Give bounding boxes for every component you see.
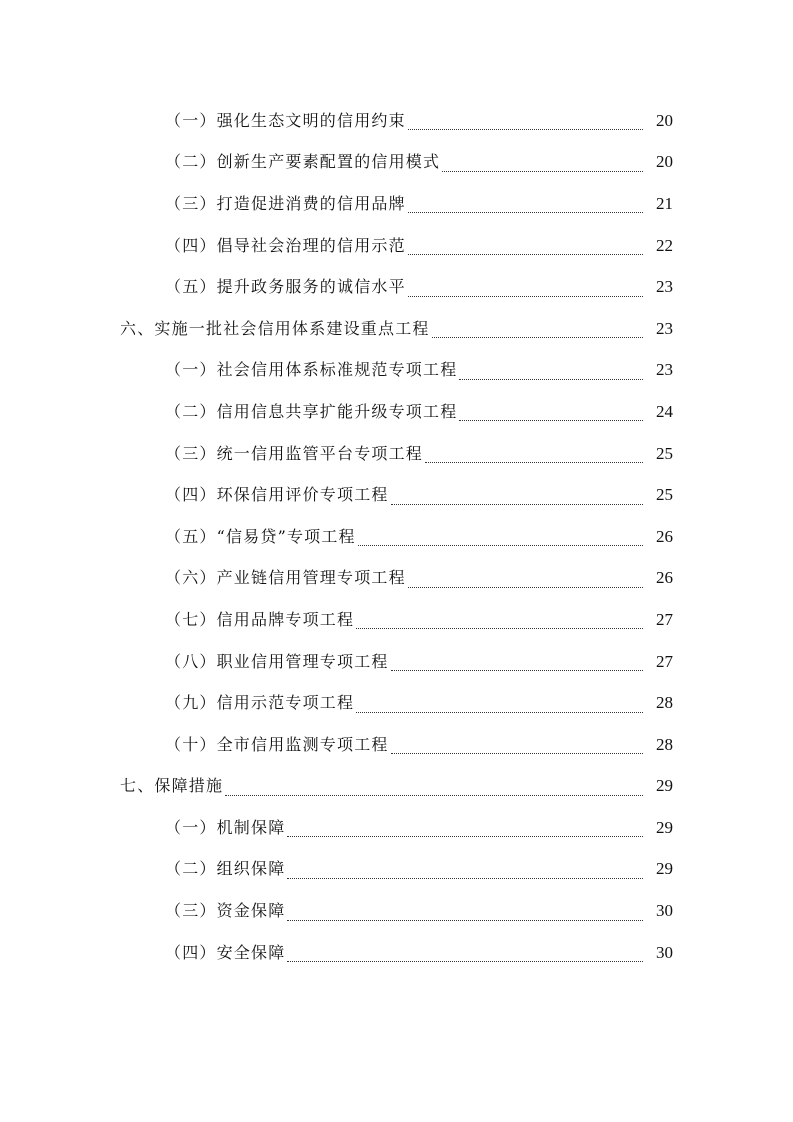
toc-entry-title: （七）信用品牌专项工程 bbox=[165, 609, 355, 629]
toc-entry[interactable] bbox=[0, 350, 793, 392]
toc-entry-title: （三）打造促进消费的信用品牌 bbox=[165, 193, 406, 213]
toc-entry-page: 30 bbox=[656, 942, 673, 962]
dot-leader bbox=[358, 531, 643, 546]
toc-entry[interactable] bbox=[0, 599, 793, 641]
toc-entry-title: （一）强化生态文明的信用约束 bbox=[165, 110, 406, 130]
dot-leader bbox=[287, 864, 643, 879]
dot-leader bbox=[408, 573, 643, 588]
toc-entry[interactable] bbox=[0, 225, 793, 267]
toc-section-title: 七、保障措施 bbox=[120, 776, 224, 796]
toc-entry-page: 29 bbox=[656, 817, 673, 837]
dot-leader bbox=[408, 240, 643, 255]
toc-entry[interactable] bbox=[0, 474, 793, 516]
dot-leader bbox=[459, 406, 643, 421]
dot-leader bbox=[442, 157, 643, 172]
toc-entry-title: （四）倡导社会治理的信用示范 bbox=[165, 235, 406, 255]
toc-entry-title: （一）机制保障 bbox=[165, 817, 286, 837]
toc-entry-page: 23 bbox=[656, 360, 673, 380]
dot-leader bbox=[408, 282, 643, 297]
toc-entry[interactable] bbox=[0, 391, 793, 433]
toc-entry-page: 30 bbox=[656, 901, 673, 921]
toc-entry-page: 28 bbox=[656, 734, 673, 754]
toc-entry-page: 25 bbox=[656, 485, 673, 505]
toc-entry[interactable] bbox=[0, 932, 793, 974]
dot-leader bbox=[287, 947, 643, 962]
toc-entry[interactable] bbox=[0, 100, 793, 142]
toc-entry-page: 29 bbox=[656, 859, 673, 879]
toc-entry-page: 25 bbox=[656, 443, 673, 463]
toc-entry[interactable] bbox=[0, 724, 793, 766]
toc-entry-title: （八）职业信用管理专项工程 bbox=[165, 651, 389, 671]
toc-entry-page: 22 bbox=[656, 235, 673, 255]
dot-leader bbox=[432, 323, 643, 338]
toc-entry[interactable] bbox=[0, 641, 793, 683]
toc-entry-title: （十）全市信用监测专项工程 bbox=[165, 734, 389, 754]
toc-entry-page: 28 bbox=[656, 693, 673, 713]
toc-entry-title: （九）信用示范专项工程 bbox=[165, 693, 355, 713]
toc-entry[interactable] bbox=[0, 433, 793, 475]
toc-entry-page: 20 bbox=[656, 152, 673, 172]
toc-entry[interactable] bbox=[0, 890, 793, 932]
dot-leader bbox=[408, 115, 643, 130]
toc-entry-page: 27 bbox=[656, 609, 673, 629]
toc-entry[interactable] bbox=[0, 516, 793, 558]
toc-entry-title: （三）统一信用监管平台专项工程 bbox=[165, 443, 424, 463]
dot-leader bbox=[287, 906, 643, 921]
dot-leader bbox=[356, 614, 643, 629]
toc-entry[interactable] bbox=[0, 807, 793, 849]
toc-entry-page: 23 bbox=[656, 277, 673, 297]
table-of-contents bbox=[0, 100, 793, 973]
dot-leader bbox=[459, 365, 643, 380]
toc-entry-title: （六）产业链信用管理专项工程 bbox=[165, 568, 406, 588]
dot-leader bbox=[425, 448, 643, 463]
dot-leader bbox=[391, 739, 643, 754]
toc-section-heading[interactable] bbox=[0, 766, 793, 808]
toc-entry[interactable] bbox=[0, 266, 793, 308]
toc-entry-title: （三）资金保障 bbox=[165, 901, 286, 921]
toc-section-heading[interactable] bbox=[0, 308, 793, 350]
toc-entry-title: （一）社会信用体系标准规范专项工程 bbox=[165, 360, 458, 380]
dot-leader bbox=[356, 698, 643, 713]
dot-leader bbox=[225, 781, 643, 796]
dot-leader bbox=[287, 822, 643, 837]
toc-entry-title: （二）组织保障 bbox=[165, 859, 286, 879]
toc-entry-title: （五）提升政务服务的诚信水平 bbox=[165, 277, 406, 297]
toc-entry[interactable] bbox=[0, 682, 793, 724]
toc-entry-title: （二）创新生产要素配置的信用模式 bbox=[165, 152, 441, 172]
toc-entry[interactable] bbox=[0, 142, 793, 184]
toc-section-title: 六、实施一批社会信用体系建设重点工程 bbox=[120, 318, 430, 338]
toc-entry-page: 21 bbox=[656, 193, 673, 213]
toc-entry[interactable] bbox=[0, 849, 793, 891]
toc-entry-title: （四）环保信用评价专项工程 bbox=[165, 485, 389, 505]
toc-entry-page: 26 bbox=[656, 526, 673, 546]
toc-entry-page: 24 bbox=[656, 401, 673, 421]
toc-entry-page: 26 bbox=[656, 568, 673, 588]
toc-entry[interactable] bbox=[0, 558, 793, 600]
toc-entry[interactable] bbox=[0, 183, 793, 225]
toc-entry-title: （四）安全保障 bbox=[165, 942, 286, 962]
toc-entry-page: 20 bbox=[656, 110, 673, 130]
dot-leader bbox=[408, 198, 643, 213]
toc-entry-page: 27 bbox=[656, 651, 673, 671]
toc-entry-title: （二）信用信息共享扩能升级专项工程 bbox=[165, 401, 458, 421]
dot-leader bbox=[391, 656, 643, 671]
dot-leader bbox=[391, 490, 643, 505]
toc-entry-title: （五）“信易贷”专项工程 bbox=[165, 526, 356, 546]
toc-section-page: 23 bbox=[656, 318, 673, 338]
toc-section-page: 29 bbox=[656, 776, 673, 796]
